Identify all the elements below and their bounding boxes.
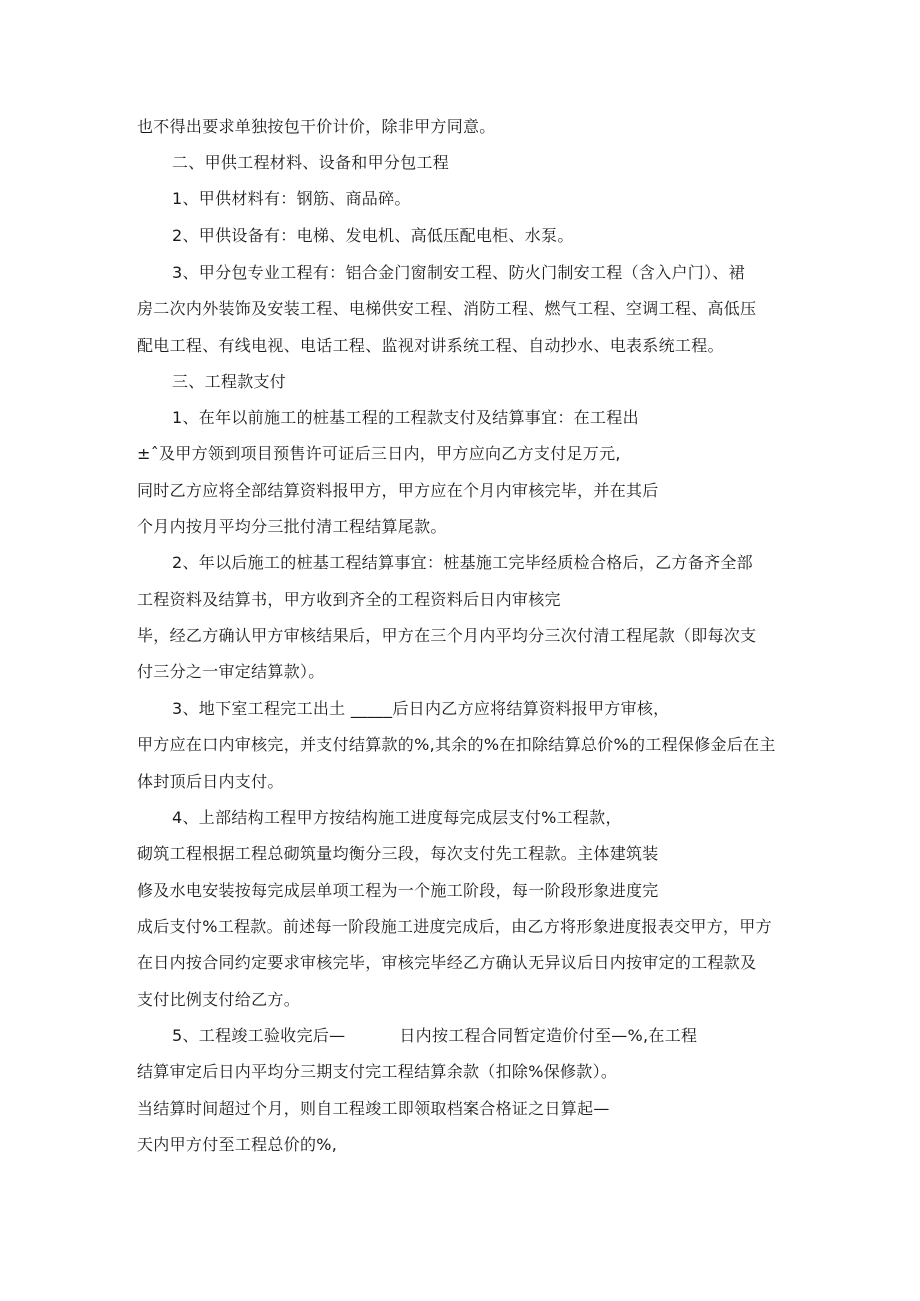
text-line: 在日内按合同约定要求审核完毕，审核完毕经乙方确认无异议后日内按审定的工程款及 — [137, 953, 757, 972]
text-line: 支付比例支付给乙方。 — [137, 990, 301, 1009]
text-line: 成后支付%工程款。前述每一阶段施工进度完成后，由乙方将形象进度报表交甲方，甲方 — [137, 917, 772, 936]
text-line: 3、地下室工程完工出土 _____后日内乙方应将结算资料报甲方审核， — [172, 699, 670, 718]
text-line: 毕，经乙方确认甲方审核结果后，甲方在三个月内平均分三次付清工程尾款（即每次支 — [137, 626, 757, 645]
text-line: 2、年以后施工的桩基工程结算事宜：桩基施工完毕经质检合格后，乙方备齐全部 — [172, 553, 753, 572]
text-line: 房二次内外装饰及安装工程、电梯供安工程、消防工程、燃气工程、空调工程、高低压 — [137, 299, 757, 318]
text-line: 付三分之一审定结算款）。 — [137, 662, 325, 681]
section-heading: 二、甲供工程材料、设备和甲分包工程 — [172, 153, 450, 172]
text-line: 工程资料及结算书，甲方收到齐全的工程资料后日内审核完 — [137, 590, 561, 609]
text-line: 配电工程、有线电视、电话工程、监视对讲系统工程、自动抄水、电表系统工程。 — [137, 336, 724, 355]
text-line: 3、甲分包专业工程有：铝合金门窗制安工程、防火门制安工程（含入户门）、裙 — [172, 263, 745, 282]
text-line: 天内甲方付至工程总价的%, — [137, 1135, 338, 1154]
section-heading: 三、工程款支付 — [172, 372, 287, 391]
text-line: 1、甲供材料有：钢筋、商品碎。 — [172, 189, 411, 208]
text-line: 当结算时间超过个月，则自工程竣工即领取档案合格证之日算起— — [137, 1099, 610, 1118]
text-line: 甲方应在口内审核完，并支付结算款的%,其余的%在扣除结算总价%的工程保修金后在主 — [137, 735, 776, 754]
text-line: 同时乙方应将全部结算资料报甲方，甲方应在个月内审核完毕，并在其后 — [137, 481, 659, 500]
text-line: 4、上部结构工程甲方按结构施工进度每完成层支付%工程款， — [172, 808, 622, 827]
text-line: ±ˆ及甲方领到项目预售许可证后三日内，甲方应向乙方支付足万元, — [137, 444, 621, 463]
text-line: 5、工程竣工验收完后— 日内按工程合同暂定造价付至—%,在工程 — [172, 1026, 698, 1045]
text-line: 也不得出要求单独按包干价计价，除非甲方同意。 — [137, 117, 496, 136]
text-line: 1、在年以前施工的桩基工程的工程款支付及结算事宜：在工程出 — [172, 408, 639, 427]
text-line: 砌筑工程根据工程总砌筑量均衡分三段，每次支付先工程款。主体建筑装 — [137, 844, 659, 863]
text-line: 体封顶后日内支付。 — [137, 772, 284, 791]
text-line: 修及水电安装按每完成层单项工程为一个施工阶段，每一阶段形象进度完 — [137, 881, 659, 900]
text-line: 2、甲供设备有：电梯、发电机、高低压配电柜、水泵。 — [172, 226, 574, 245]
text-line: 个月内按月平均分三批付清工程结算尾款。 — [137, 517, 447, 536]
text-line: 结算审定后日内平均分三期支付完工程结算余款（扣除%保修款）。 — [137, 1062, 618, 1081]
